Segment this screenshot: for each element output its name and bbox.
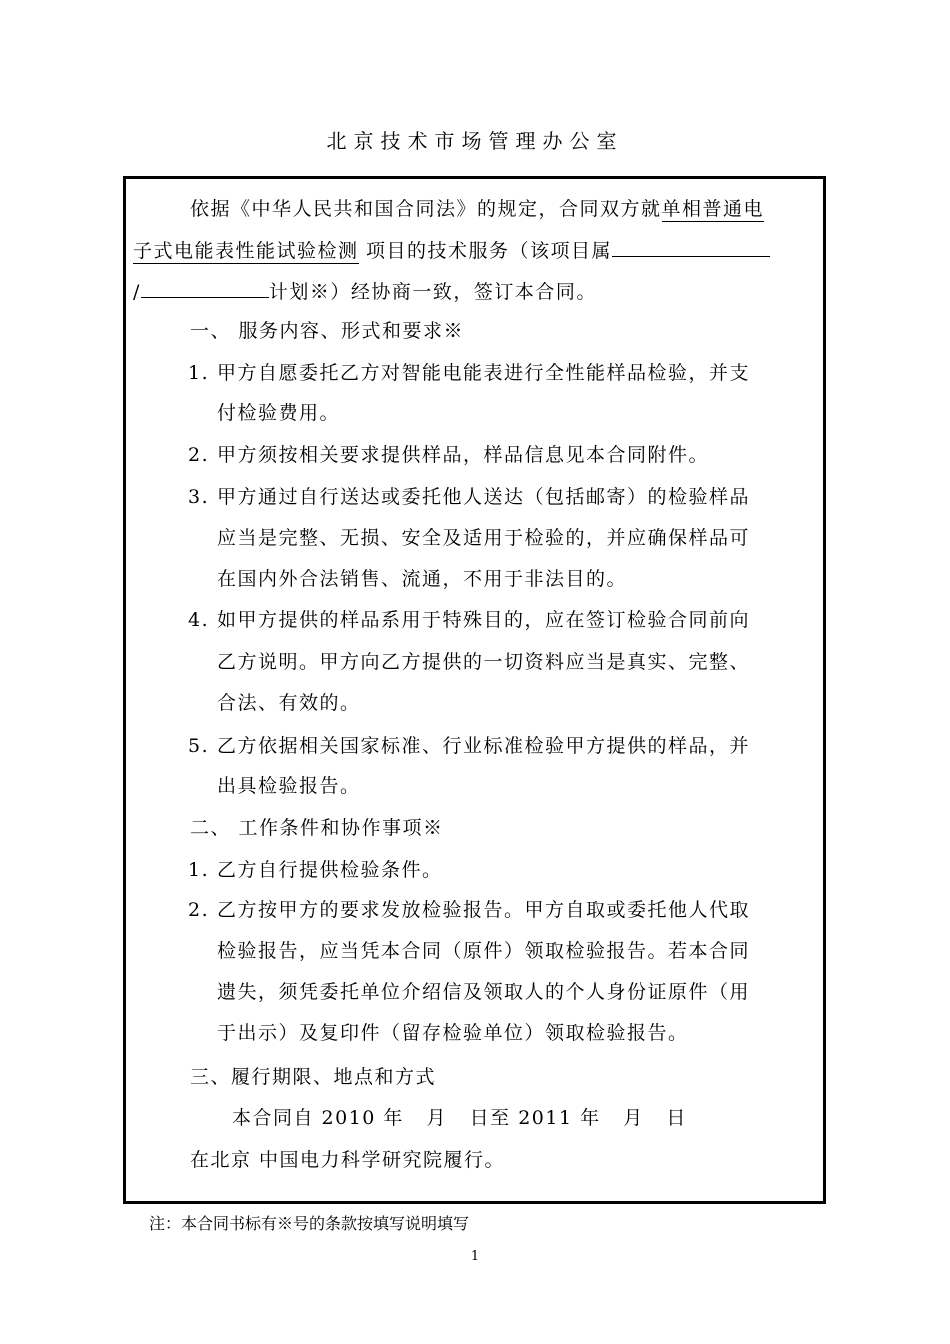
intro-line-2 [133, 236, 770, 264]
s1-item-5-line-1: 乙方依据相关国家标准、行业标准检验甲方提供的样品，并 [217, 735, 751, 757]
page-number: 1 [470, 1249, 480, 1264]
project-name-part-2: 子式电能表性能试验检测 [133, 240, 359, 262]
s2-item-1-line-1: 乙方自行提供检验条件。 [217, 859, 443, 881]
s2-item-2-line-2: 检验报告，应当凭本合同（原件）领取检验报告。若本合同 [217, 940, 751, 962]
s1-item-4-line-3: 合法、有效的。 [217, 692, 361, 714]
plan-blank-1[interactable] [612, 236, 770, 257]
s1-item-4-num: 4. [188, 609, 210, 631]
s1-item-4-line-2: 乙方说明。甲方向乙方提供的一切资料应当是真实、完整、 [217, 651, 751, 673]
contract-term: 本合同自 2010 年 月 日至 2011 年 月 日 [232, 1107, 687, 1129]
s1-item-3-line-2: 应当是完整、无损、安全及适用于检验的，并应确保样品可 [217, 527, 751, 549]
s1-item-5-line-2: 出具检验报告。 [217, 775, 361, 797]
section-2-heading: 二、 工作条件和协作事项※ [190, 817, 444, 839]
office-header: 北京技术市场管理办公室 [326, 129, 624, 153]
intro-line-3 [133, 277, 597, 305]
s1-item-3-line-3: 在国内外合法销售、流通，不用于非法目的。 [217, 568, 628, 590]
s1-item-3-num: 3. [188, 486, 210, 508]
section-3-heading: 三、履行期限、地点和方式 [190, 1066, 437, 1088]
intro-text: 计划※）经协商一致，签订本合同。 [268, 281, 597, 303]
s1-item-3-line-1: 甲方通过自行送达或委托他人送达（包括邮寄）的检验样品 [217, 486, 751, 508]
intro-slash: / [133, 281, 141, 303]
footnote: 注：本合同书标有※号的条款按填写说明填写 [149, 1214, 470, 1233]
s1-item-2-line-1: 甲方须按相关要求提供样品，样品信息见本合同附件。 [217, 444, 710, 466]
s2-item-1-num: 1. [188, 859, 210, 881]
s1-item-1-num: 1. [188, 362, 210, 384]
intro-text: 项目的技术服务（该项目属 [358, 240, 613, 262]
s2-item-2-line-1: 乙方按甲方的要求发放检验报告。甲方自取或委托他人代取 [217, 899, 751, 921]
s1-item-4-line-1: 如甲方提供的样品系用于特殊目的，应在签订检验合同前向 [217, 609, 751, 631]
s2-item-2-line-4: 于出示）及复印件（留存检验单位）领取检验报告。 [217, 1022, 689, 1044]
s1-item-2-num: 2. [188, 444, 210, 466]
s1-item-1-line-2: 付检验费用。 [217, 402, 341, 424]
s2-item-2-line-3: 遗失，须凭委托单位介绍信及领取人的个人身份证原件（用 [217, 981, 751, 1003]
s1-item-5-num: 5. [188, 735, 210, 757]
intro-text: 依据《中华人民共和国合同法》的规定，合同双方就 [190, 198, 662, 220]
s2-item-2-num: 2. [188, 899, 210, 921]
s1-item-1-line-1: 甲方自愿委托乙方对智能电能表进行全性能样品检验，并支 [217, 362, 751, 384]
intro-line-1 [190, 196, 764, 222]
project-name-part-1: 单相普通电 [661, 198, 765, 220]
performance-place: 在北京 中国电力科学研究院履行。 [190, 1149, 506, 1171]
plan-blank-2[interactable] [141, 277, 269, 298]
section-1-heading: 一、 服务内容、形式和要求※ [190, 320, 465, 342]
